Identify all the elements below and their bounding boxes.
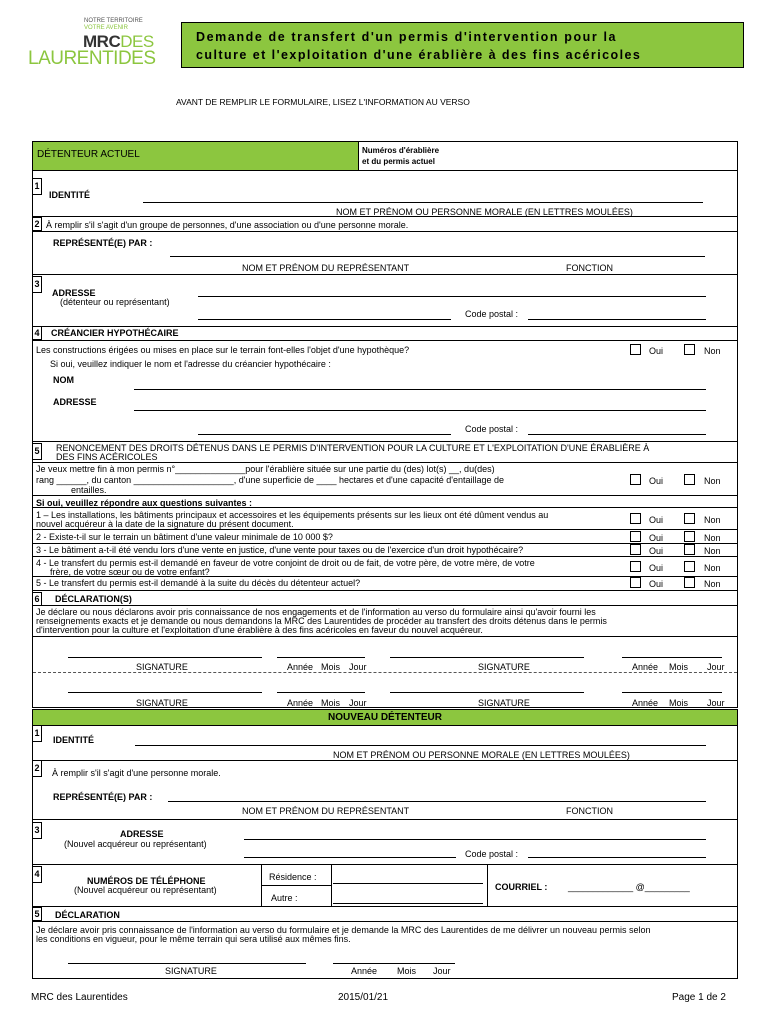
question-2: 2 - Existe-t-il sur le terrain un bâtiment d'une valeur minimale de 10 000 $? <box>36 532 333 542</box>
section-5-line-3: entailles. <box>71 485 107 495</box>
new-declaration-line-1: Je déclare avoir pris connaissance de l'information au verso du formulaire et je demande la MRC des Laurentides de me délivrer un nouveau permis selon <box>36 925 651 935</box>
address-field-1[interactable] <box>198 296 706 297</box>
numbers-label-1: Numéros d'érablière <box>362 146 440 155</box>
q4-yes-label: Oui <box>649 563 664 573</box>
section-4-number: 4 <box>32 326 42 340</box>
date-1-day: Jour <box>349 662 367 672</box>
new-date-field[interactable] <box>333 963 455 964</box>
q1-yes-checkbox[interactable] <box>630 513 641 524</box>
new-signature-label: SIGNATURE <box>165 966 217 976</box>
q2-yes-label: Oui <box>649 533 664 543</box>
signature-3-label: SIGNATURE <box>136 698 188 708</box>
date-3-year: Année <box>287 698 314 708</box>
signature-2-label: SIGNATURE <box>478 662 530 672</box>
creditor-address-field-1[interactable] <box>134 410 706 411</box>
new-date-month: Mois <box>397 966 417 976</box>
creditor-postal-label: Code postal : <box>465 424 519 434</box>
logo-tagline-1: NOTRE TERRITOIRE <box>84 18 143 24</box>
postal-label: Code postal : <box>465 309 519 319</box>
creditor-yes-label: Oui <box>649 346 664 356</box>
date-4-month: Mois <box>669 698 689 708</box>
new-declaration-line-2: les conditions en vigueur, pour le même terrain qui sera utilisé aux mêmes fins. <box>36 934 351 944</box>
logo-laurentides: LAURENTIDES <box>28 48 156 69</box>
new-declaration-label: DÉCLARATION <box>55 910 120 920</box>
new-header <box>33 710 737 726</box>
footer-org: MRC des Laurentides <box>31 992 128 1003</box>
q3-yes-label: Oui <box>649 546 664 556</box>
new-date-day: Jour <box>433 966 451 976</box>
date-3-month: Mois <box>321 698 341 708</box>
representative-hint: NOM ET PRÉNOM DU REPRÉSENTANT <box>242 263 410 273</box>
new-address-label: ADRESSE <box>120 829 164 839</box>
q5-yes-label: Oui <box>649 579 664 589</box>
phone-sub: (Nouvel acquéreur ou représentant) <box>74 885 217 895</box>
declarations-label: DÉCLARATION(S) <box>55 594 132 604</box>
creditor-name-label: NOM <box>53 375 74 385</box>
new-section-2-number: 2 <box>32 760 42 777</box>
other-label: Autre : <box>271 893 298 903</box>
q3-no-checkbox[interactable] <box>684 544 695 555</box>
new-header-title: NOUVEAU DÉTENTEUR <box>328 712 442 723</box>
q3-yes-checkbox[interactable] <box>630 544 641 555</box>
current-header-title: DÉTENTEUR ACTUEL <box>37 149 140 160</box>
new-identity-label: IDENTITÉ <box>53 735 95 745</box>
section-5-title-2: DES FINS ACÉRICOLES <box>56 452 158 462</box>
q4-no-label: Non <box>704 563 721 573</box>
function-hint: FONCTION <box>566 263 613 273</box>
numbers-label-2: et du permis actuel <box>362 157 435 166</box>
creditor-name-field[interactable] <box>134 389 706 390</box>
logo-des-text: DES <box>120 32 154 51</box>
date-2-year: Année <box>632 662 659 672</box>
creditor-yes-checkbox[interactable] <box>630 344 641 355</box>
new-section-2-text: À remplir s'il s'agit d'une personne morale. <box>52 768 221 778</box>
signature-1-field[interactable] <box>68 657 262 658</box>
creditor-no-label: Non <box>704 346 721 356</box>
date-4-day: Jour <box>707 698 725 708</box>
residence-label: Résidence : <box>269 872 317 882</box>
signature-4-label: SIGNATURE <box>478 698 530 708</box>
date-2-month: Mois <box>669 662 689 672</box>
email-field[interactable]: _____________ @_________ <box>568 882 690 892</box>
question-4-line-2: frère, de votre sœur ou de votre enfant? <box>50 567 210 577</box>
email-label: COURRIEL : <box>495 882 548 892</box>
date-1-month: Mois <box>321 662 341 672</box>
new-identity-hint: NOM ET PRÉNOM OU PERSONNE MORALE (EN LETTRES MOULÉES) <box>333 750 630 760</box>
new-section-4-number: 4 <box>32 866 42 883</box>
date-3-day: Jour <box>349 698 367 708</box>
q2-no-checkbox[interactable] <box>684 531 695 542</box>
creditor-no-checkbox[interactable] <box>684 344 695 355</box>
new-identity-field[interactable] <box>135 745 706 746</box>
date-2-day: Jour <box>707 662 725 672</box>
date-1-field[interactable] <box>277 657 365 658</box>
if-yes-label: Si oui, veuillez répondre aux questions suivantes : <box>36 498 253 508</box>
address-sub: (détenteur ou représentant) <box>60 297 170 307</box>
section-2-text: À remplir s'il s'agit d'un groupe de personnes, d'une association ou d'une personne morale. <box>46 220 409 230</box>
new-section-1-number: 1 <box>32 725 42 742</box>
q1-no-checkbox[interactable] <box>684 513 695 524</box>
section-1-number: 1 <box>32 178 42 195</box>
q5-yes-checkbox[interactable] <box>630 577 641 588</box>
q5-no-checkbox[interactable] <box>684 577 695 588</box>
residence-field[interactable] <box>333 883 483 884</box>
signature-3-field[interactable] <box>68 692 262 693</box>
q3-no-label: Non <box>704 546 721 556</box>
q5-no-label: Non <box>704 579 721 589</box>
q2-no-label: Non <box>704 533 721 543</box>
new-address-sub: (Nouvel acquéreur ou représentant) <box>64 839 207 849</box>
new-date-year: Année <box>351 966 378 976</box>
new-address-field-2[interactable] <box>244 857 456 858</box>
section-5-line-1: Je veux mettre fin à mon permis n°______________pour l'érablière située sur une partie du (des) lot(s) __, du(des) <box>36 464 495 474</box>
date-1-year: Année <box>287 662 314 672</box>
new-representative-hint: NOM ET PRÉNOM DU REPRÉSENTANT <box>242 806 410 816</box>
address-field-2[interactable] <box>198 319 451 320</box>
date-3-field[interactable] <box>277 692 365 693</box>
new-function-hint: FONCTION <box>566 806 613 816</box>
renounce-yes-checkbox[interactable] <box>630 474 641 485</box>
question-1-line-2: nouvel acquéreur à la date de la signature du présent document. <box>36 519 294 529</box>
new-postal-field[interactable] <box>528 857 706 858</box>
new-signature-field[interactable] <box>68 963 306 964</box>
q4-yes-checkbox[interactable] <box>630 561 641 572</box>
creditor-address-label: ADRESSE <box>53 397 97 407</box>
renounce-yes-label: Oui <box>649 476 664 486</box>
logo-mrc-text: MRC <box>83 32 121 51</box>
creditor-label: CRÉANCIER HYPOTHÉCAIRE <box>51 328 179 338</box>
date-4-field[interactable] <box>622 692 722 693</box>
creditor-question: Les constructions érigées ou mises en place sur le terrain font-elles l'objet d'une hypothèque? <box>36 345 410 355</box>
creditor-postal-field[interactable] <box>528 434 706 435</box>
renounce-no-label: Non <box>704 476 721 486</box>
creditor-address-field-2[interactable] <box>198 434 451 435</box>
q2-yes-checkbox[interactable] <box>630 531 641 542</box>
creditor-hint: Si oui, veuillez indiquer le nom et l'adresse du créancier hypothécaire : <box>50 359 331 369</box>
logo-tagline-2: VOTRE AVENIR <box>84 25 128 31</box>
new-postal-label: Code postal : <box>465 849 519 859</box>
address-label: ADRESSE <box>52 288 96 298</box>
q1-no-label: Non <box>704 515 721 525</box>
phone-label: NUMÉROS DE TÉLÉPHONE <box>87 876 206 886</box>
other-phone-field[interactable] <box>333 903 483 904</box>
q1-yes-label: Oui <box>649 515 664 525</box>
notice: AVANT DE REMPLIR LE FORMULAIRE, LISEZ L'INFORMATION AU VERSO <box>176 97 470 107</box>
question-5: 5 - Le transfert du permis est-il demandé à la suite du décès du détenteur actuel? <box>36 578 361 588</box>
title-banner <box>181 22 744 68</box>
signature-4-field[interactable] <box>390 692 584 693</box>
q4-no-checkbox[interactable] <box>684 561 695 572</box>
section-6-number: 6 <box>32 592 42 606</box>
new-address-field-1[interactable] <box>244 839 706 840</box>
signature-2-field[interactable] <box>390 657 584 658</box>
signature-1-label: SIGNATURE <box>136 662 188 672</box>
new-represented-label: REPRÉSENTÉ(E) PAR : <box>53 792 153 802</box>
new-section-3-number: 3 <box>32 822 42 839</box>
new-representative-field[interactable] <box>168 801 706 802</box>
representative-field[interactable] <box>170 256 705 257</box>
section-2-number: 2 <box>32 217 42 231</box>
renounce-no-checkbox[interactable] <box>684 474 695 485</box>
declaration-line-3: d'intervention pour la culture et l'exploitation d'une érablière à des fins acéricoles en faveur du nouvel acquéreur. <box>36 625 483 635</box>
new-section-5-number: 5 <box>32 907 42 921</box>
represented-label: REPRÉSENTÉ(E) PAR : <box>53 238 153 248</box>
question-4-line-1: 4 - Le transfert du permis est-il demandé en faveur de votre conjoint de droit ou de fait, de votre père, de votre mère, de votre <box>36 558 535 568</box>
date-4-year: Année <box>632 698 659 708</box>
identity-field[interactable] <box>143 202 703 203</box>
footer-page: Page 1 de 2 <box>672 992 726 1003</box>
postal-field[interactable] <box>528 319 706 320</box>
logo <box>28 18 176 68</box>
question-3: 3 - Le bâtiment a-t-il été vendu lors d'une vente en justice, d'une vente pour taxes ou de l'exercice d'un droit hypothécaire? <box>36 545 524 555</box>
identity-hint: NOM ET PRÉNOM OU PERSONNE MORALE (EN LETTRES MOULÉES) <box>336 207 633 217</box>
declaration-line-1: Je déclare ou nous déclarons avoir pris connaissance de nos engagements et de l'information au verso du formulaire ainsi qu'avoir fourni les <box>36 607 596 617</box>
declaration-line-2: renseignements exacts et je demande ou nous demandons la MRC des Laurentides de procéder au transfert des droits détenus dans le permis <box>36 616 607 626</box>
date-2-field[interactable] <box>622 657 722 658</box>
section-3-number: 3 <box>32 276 42 293</box>
section-5-number: 5 <box>32 443 42 460</box>
section-5-line-2: rang ______, du canton ____________________, d'une superficie de ____ hectares et d'une capacité d'entaillage de <box>36 475 505 485</box>
question-1-line-1: 1 – Les installations, les bâtiments principaux et accessoires et les équipements présents sur les lieux ont été dûment vendus au <box>36 510 549 520</box>
current-header <box>33 142 359 171</box>
section-5-title-1: RENONCEMENT DES DROITS DÉTENUS DANS LE PERMIS D'INTERVENTION POUR LA CULTURE ET L'EXPLOITATION D'UNE ÉRABLIÈRE À <box>56 443 650 453</box>
footer-date: 2015/01/21 <box>338 992 389 1003</box>
identity-label: IDENTITÉ <box>49 190 91 200</box>
title-line-2: culture et l'exploitation d'une érablière à des fins acéricoles <box>196 48 642 62</box>
title-line-1: Demande de transfert d'un permis d'intervention pour la <box>196 30 618 44</box>
